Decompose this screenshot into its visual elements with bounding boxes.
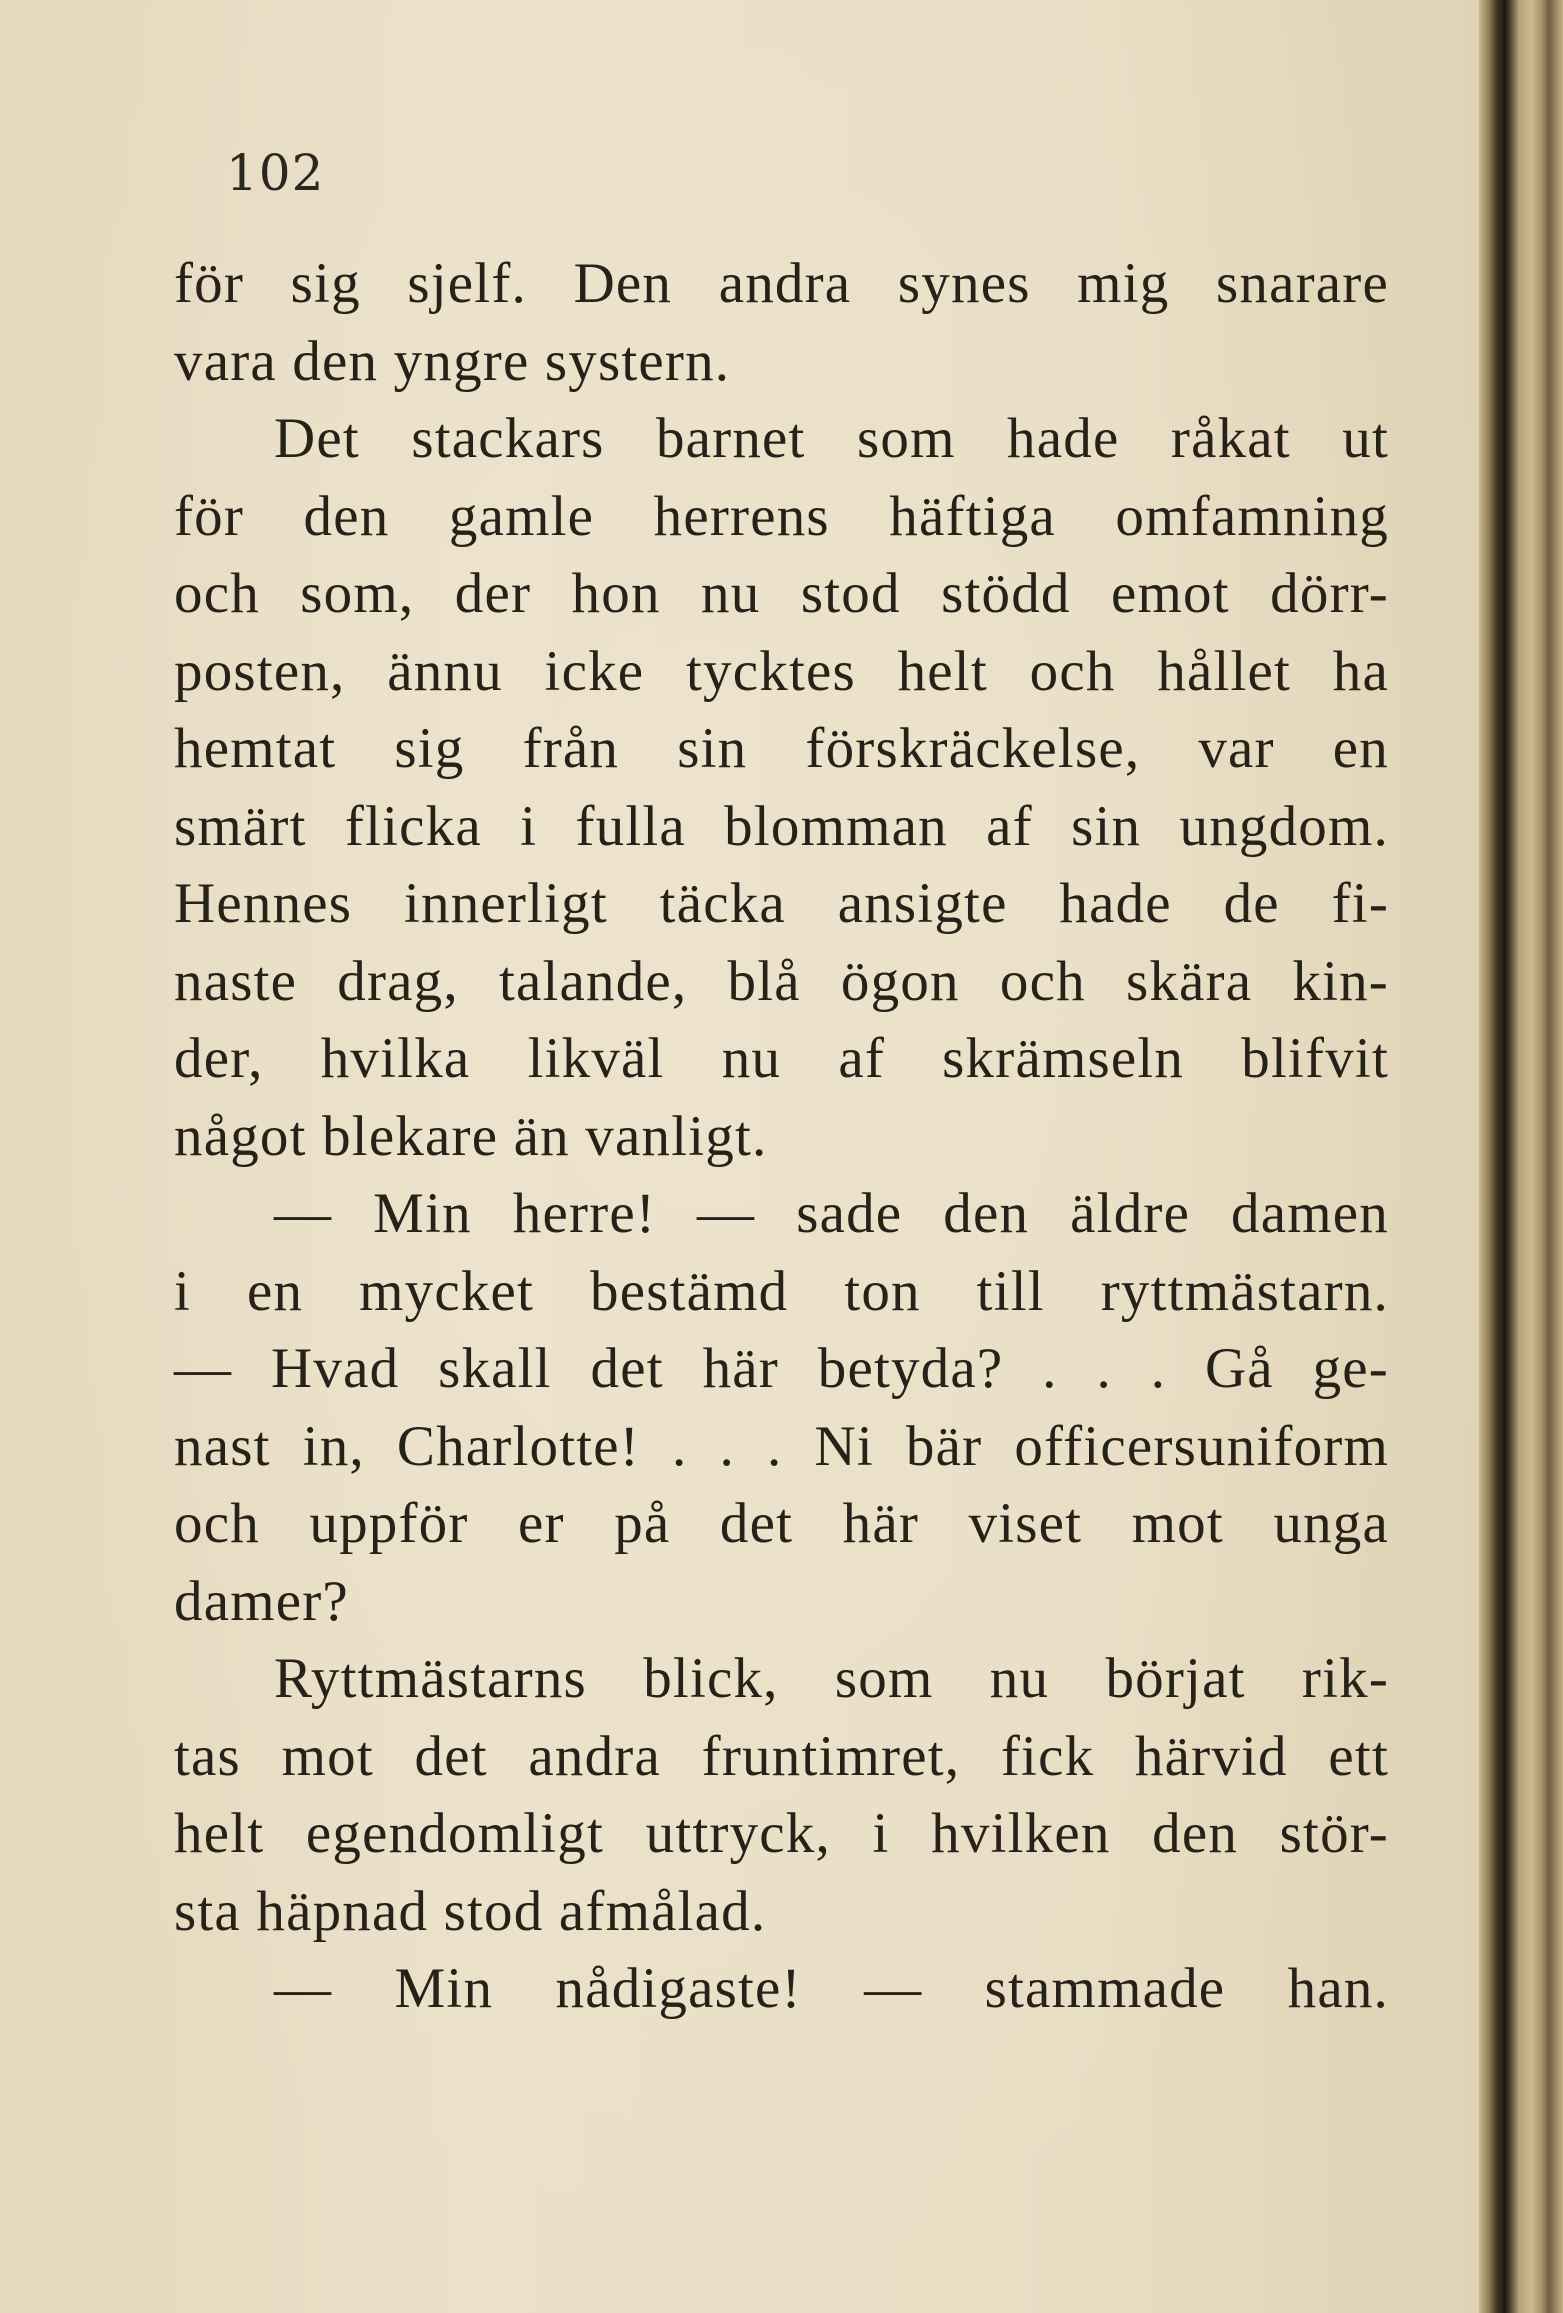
book-spine-edge [1479, 0, 1563, 2313]
text-line: naste drag, talande, blå ögon och skära kin- [174, 949, 1389, 1013]
text-line: sta häpnad stod afmålad. [174, 1879, 767, 1943]
text-line: vara den yngre systern. [174, 329, 731, 393]
text-line: helt egendomligt uttryck, i hvilken den stör- [174, 1802, 1389, 1865]
body-text [174, 245, 1389, 2028]
text-line: posten, ännu icke tycktes helt och hållet ha [174, 639, 1389, 703]
text-line: — Min herre! — sade den äldre damen [274, 1182, 1389, 1245]
text-line: Hennes innerligt täcka ansigte hade de fi- [174, 872, 1389, 935]
text-line: och uppför er på det här viset mot unga [174, 1492, 1389, 1555]
text-line: — Hvad skall det här betyda? . . . Gå ge- [174, 1337, 1389, 1400]
text-line: damer? [174, 1569, 349, 1633]
text-line: i en mycket bestämd ton till ryttmästarn. [174, 1259, 1389, 1323]
text-line: — Min nådigaste! — stammade han. [274, 1957, 1389, 2020]
text-line: Ryttmästarns blick, som nu börjat rik- [274, 1647, 1389, 1710]
text-line: för den gamle herrens häftiga omfamning [174, 484, 1389, 548]
text-line: något blekare än vanligt. [174, 1104, 768, 1168]
page-number: 102 [226, 144, 325, 202]
text-line: hemtat sig från sin förskräckelse, var en [174, 717, 1389, 780]
text-line: och som, der hon nu stod stödd emot dörr- [174, 562, 1389, 625]
text-line: nast in, Charlotte! . . . Ni bär officersuniform [174, 1414, 1389, 1478]
text-line: smärt flicka i fulla blomman af sin ungdom. [174, 794, 1389, 858]
text-line: Det stackars barnet som hade råkat ut [274, 407, 1389, 470]
text-line: för sig sjelf. Den andra synes mig snarare [174, 252, 1389, 315]
text-line: tas mot det andra fruntimret, fick härvid ett [174, 1724, 1389, 1788]
text-line: der, hvilka likväl nu af skrämseln blifvit [174, 1027, 1389, 1090]
